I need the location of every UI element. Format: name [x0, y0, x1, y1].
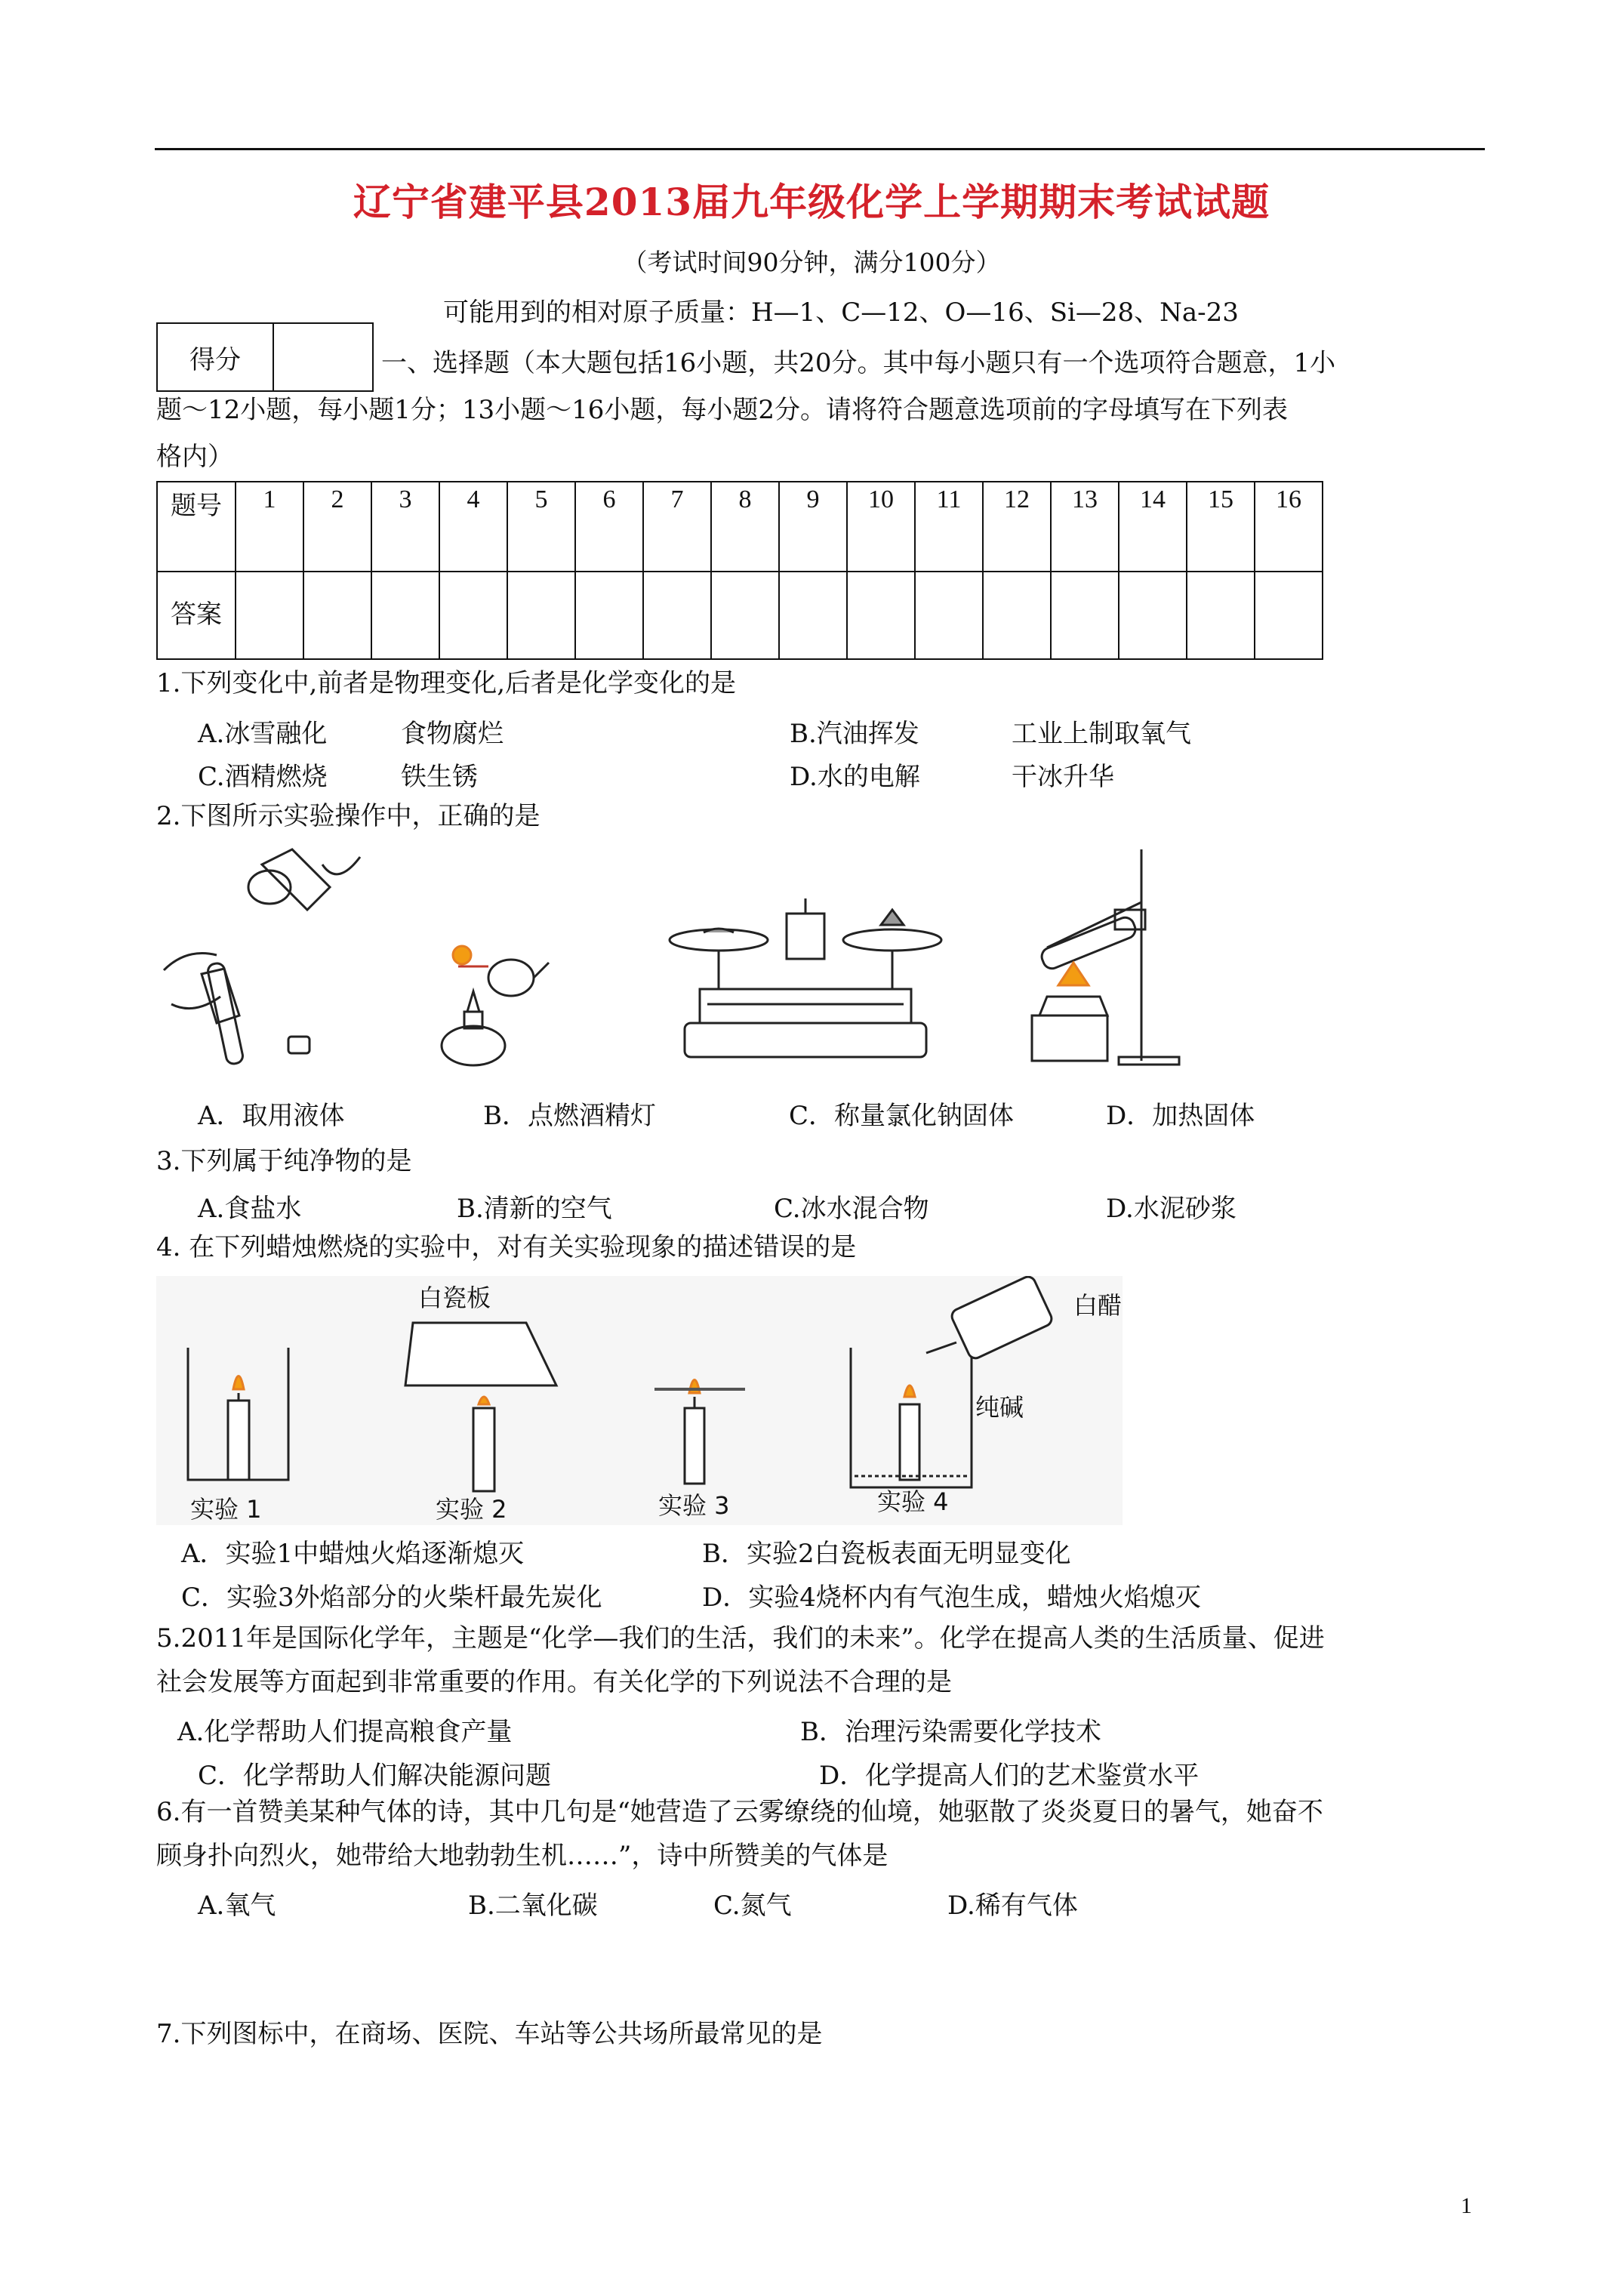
- q6-option-a: A.氧气: [198, 1891, 276, 1921]
- answer-cell[interactable]: [915, 572, 983, 659]
- q7-stem: 7.下列图标中，在商场、医院、车站等公共场所最常见的是: [156, 2019, 823, 2049]
- exam-info: （考试时间90分钟，满分100分）: [622, 248, 1001, 277]
- answer-table-header-answer: 答案: [157, 572, 236, 659]
- answer-cell[interactable]: [1119, 572, 1187, 659]
- q6-option-c: C.氮气: [713, 1891, 792, 1921]
- balance-illustration: [670, 898, 941, 1057]
- q6-line1: 6.有一首赞美某种气体的诗，其中几句是“她营造了云雾缭绕的仙境，她驱散了炎炎夏日的暑气，她奋不: [156, 1797, 1323, 1827]
- fig-label-soda: 纯碱: [975, 1393, 1024, 1422]
- question-number: 11: [915, 482, 983, 572]
- q4-option-a: A．实验1中蜡烛火焰逐渐熄灭: [181, 1539, 525, 1569]
- question-number: 2: [303, 482, 371, 572]
- answer-cell[interactable]: [236, 572, 303, 659]
- score-label: 得分: [157, 323, 273, 391]
- question-number: 8: [711, 482, 779, 572]
- answer-cell[interactable]: [983, 572, 1051, 659]
- question-number: 9: [779, 482, 847, 572]
- answer-cell[interactable]: [847, 572, 915, 659]
- fig-label-exp1: 实验 1: [190, 1495, 262, 1524]
- question-number: 15: [1187, 482, 1255, 572]
- answer-cell[interactable]: [1187, 572, 1255, 659]
- q2-option-b: B．点燃酒精灯: [483, 1101, 656, 1131]
- q2-option-a: A．取用液体: [198, 1101, 345, 1131]
- answer-cell[interactable]: [779, 572, 847, 659]
- question-number: 6: [575, 482, 643, 572]
- answer-table-header-number: 题号: [157, 482, 236, 572]
- fig-label-exp4: 实验 4: [877, 1487, 949, 1516]
- q2-option-c: C．称量氯化钠固体: [789, 1101, 1015, 1131]
- q3-option-a: A.食盐水: [198, 1194, 302, 1224]
- question-number: 13: [1051, 482, 1119, 572]
- q5-option-a: A.化学帮助人们提高粮食产量: [177, 1717, 513, 1747]
- q6-line2: 顾身扑向烈火，她带给大地勃勃生机……”，诗中所赞美的气体是: [156, 1841, 888, 1871]
- question-number: 1: [236, 482, 303, 572]
- q3-option-b: B.清新的空气: [457, 1194, 612, 1224]
- q5-line2: 社会发展等方面起到非常重要的作用。有关化学的下列说法不合理的是: [156, 1667, 952, 1697]
- question-number: 16: [1255, 482, 1323, 572]
- q6-option-d: D.稀有气体: [947, 1891, 1078, 1921]
- header-rule: [155, 148, 1485, 150]
- answer-cell[interactable]: [711, 572, 779, 659]
- fig-label-exp2: 实验 2: [436, 1495, 507, 1524]
- q3-option-d: D.水泥砂浆: [1106, 1194, 1236, 1224]
- question-number: 10: [847, 482, 915, 572]
- question-number: 12: [983, 482, 1051, 572]
- q1-option-b-2: 工业上制取氧气: [1012, 719, 1191, 749]
- fig-label-exp3: 实验 3: [658, 1491, 730, 1520]
- answer-cell[interactable]: [371, 572, 439, 659]
- page-number: 1: [1461, 2193, 1472, 2218]
- answer-table: [156, 481, 1323, 660]
- q3-option-c: C.冰水混合物: [774, 1194, 929, 1224]
- q2-figure: [156, 842, 1198, 1068]
- q3-stem: 3.下列属于纯净物的是: [156, 1146, 412, 1176]
- score-field[interactable]: [273, 323, 373, 391]
- answer-cell[interactable]: [507, 572, 575, 659]
- alcohol-lamp-illustration: [442, 946, 549, 1065]
- section1-line1: 一、选择题（本大题包括16小题，共20分。其中每小题只有一个选项符合题意，1小: [381, 348, 1336, 378]
- q1-option-c-2: 铁生锈: [401, 762, 478, 792]
- atomic-masses: 可能用到的相对原子质量：H—1、C—12、O—16、Si—28、Na-23: [443, 297, 1239, 328]
- section1-line2: 题～12小题，每小题1分；13小题～16小题，每小题2分。请将符合题意选项前的字母填写在下列表: [156, 395, 1289, 425]
- q1-option-d-2: 干冰升华: [1012, 762, 1114, 792]
- q1-option-d: D.水的电解: [790, 762, 920, 792]
- answer-cell[interactable]: [303, 572, 371, 659]
- q2-stem: 2.下图所示实验操作中，正确的是: [156, 801, 540, 831]
- q4-option-c: C．实验3外焰部分的火柴杆最先炭化: [181, 1583, 602, 1613]
- q2-option-d: D．加热固体: [1106, 1101, 1255, 1131]
- q4-figure: [156, 1276, 1123, 1525]
- answer-cell[interactable]: [575, 572, 643, 659]
- score-box: [156, 322, 374, 392]
- q4-option-b: B．实验2白瓷板表面无明显变化: [702, 1539, 1071, 1569]
- question-number: 4: [439, 482, 507, 572]
- q1-option-a: A.冰雪融化: [198, 719, 328, 749]
- question-number: 14: [1119, 482, 1187, 572]
- fig-label-vinegar: 白醋: [1073, 1291, 1123, 1320]
- question-number: 5: [507, 482, 575, 572]
- answer-cell[interactable]: [1051, 572, 1119, 659]
- q5-line1: 5.2011年是国际化学年，主题是“化学—我们的生活，我们的未来”。化学在提高人类的生活质量、促进: [156, 1623, 1325, 1653]
- q6-option-b: B.二氧化碳: [468, 1891, 598, 1921]
- fig-label-plate: 白瓷板: [417, 1284, 491, 1312]
- q1-stem: 1.下列变化中,前者是物理变化,后者是化学变化的是: [156, 668, 737, 698]
- answer-cell[interactable]: [1255, 572, 1323, 659]
- q1-option-c: C.酒精燃烧: [198, 762, 328, 792]
- page-title: 辽宁省建平县2013届九年级化学上学期期末考试试题: [353, 180, 1270, 224]
- q5-option-b: B．治理污染需要化学技术: [800, 1717, 1101, 1747]
- q5-option-d: D．化学提高人们的艺术鉴赏水平: [819, 1761, 1200, 1791]
- question-number: 7: [643, 482, 711, 572]
- section1-line3: 格内）: [156, 442, 233, 472]
- q1-option-a-2: 食物腐烂: [401, 719, 504, 749]
- q1-option-b: B.汽油挥发: [790, 719, 919, 749]
- question-number: 3: [371, 482, 439, 572]
- q4-option-d: D．实验4烧杯内有气泡生成，蜡烛火焰熄灭: [702, 1583, 1201, 1613]
- heating-solid-illustration: [1032, 849, 1179, 1065]
- answer-cell[interactable]: [439, 572, 507, 659]
- q5-option-c: C．化学帮助人们解决能源问题: [198, 1761, 552, 1791]
- answer-cell[interactable]: [643, 572, 711, 659]
- pouring-liquid-illustration: [164, 849, 360, 1065]
- q4-stem: 4. 在下列蜡烛燃烧的实验中，对有关实验现象的描述错误的是: [156, 1232, 857, 1262]
